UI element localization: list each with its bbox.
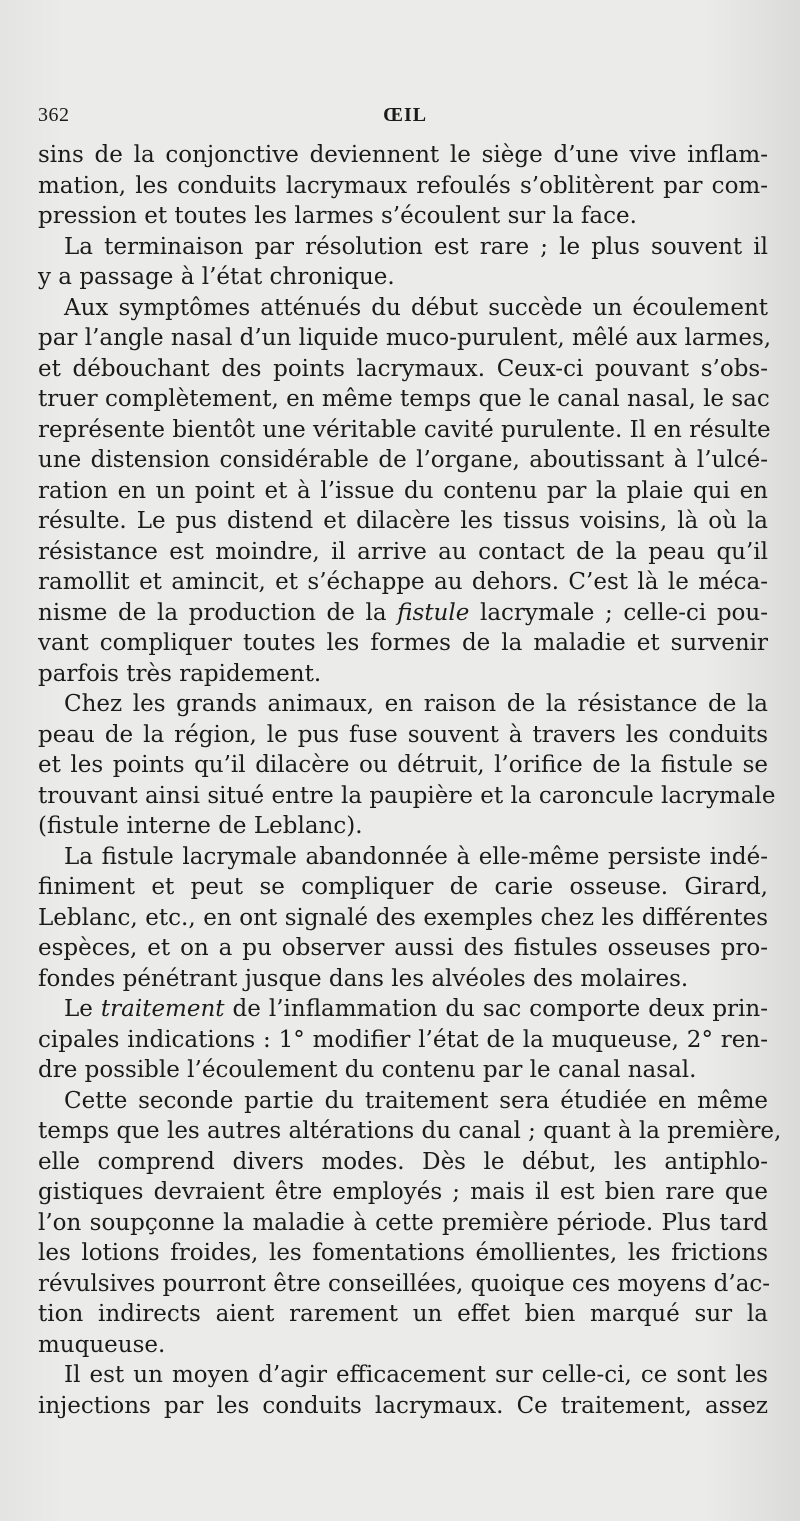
text-segment: Aux symptômes atténués du début succède un écoulement — [64, 294, 768, 321]
text-segment: y a passage à l’état chronique. — [38, 264, 395, 290]
text-line — [38, 232, 768, 263]
text-line — [38, 1330, 768, 1361]
text-line — [38, 323, 772, 354]
text-line — [38, 842, 768, 873]
text-line — [38, 476, 768, 507]
italic-term: fistule — [397, 599, 470, 626]
text-line — [38, 659, 768, 690]
page-number: 362 — [38, 104, 70, 126]
text-segment: finiment et peut se compliquer de carie osseuse. Girard, — [38, 874, 768, 900]
text-line — [38, 598, 768, 629]
text-segment: La terminaison par résolution est rare ; le plus souvent il — [64, 233, 768, 260]
text-segment: parfois très rapidement. — [38, 660, 322, 687]
text-segment: les lotions froides, les fomentations émollientes, les frictions — [38, 1240, 768, 1266]
text-line — [38, 1116, 782, 1147]
text-segment: gistiques devraient être employés ; mais il est bien rare que — [38, 1179, 768, 1205]
text-line — [38, 262, 768, 293]
text-segment: Cette seconde partie du traitement sera étudiée en même — [64, 1087, 768, 1114]
text-line — [38, 628, 768, 659]
text-segment: l’on soupçonne la maladie à cette première période. Plus tard — [38, 1209, 768, 1236]
text-line — [38, 903, 768, 934]
text-line — [38, 140, 768, 171]
text-segment: Leblanc, etc., en ont signalé des exemples chez les différentes — [38, 904, 768, 931]
text-segment: pression et toutes les larmes s’écoulent sur la face. — [38, 203, 637, 229]
text-segment: dre possible l’écoulement du contenu par le canal nasal. — [38, 1057, 697, 1083]
text-segment: révulsives pourront être conseillées, quoique ces moyens d’ac- — [38, 1270, 771, 1297]
text-segment: sins de la conjonctive deviennent le siège d’une vive inflam- — [38, 142, 768, 168]
text-line — [38, 872, 768, 903]
text-line — [38, 781, 776, 812]
text-line — [38, 1147, 768, 1178]
text-line — [38, 1055, 768, 1086]
text-segment: (fistule interne de Leblanc). — [38, 813, 363, 839]
text-line — [38, 384, 768, 415]
text-line — [38, 811, 768, 842]
text-segment: et les points qu’il dilacère ou détruit, l’orifice de la fistule se — [38, 752, 768, 778]
text-segment: La fistule lacrymale abandonnée à elle-même persiste indé- — [64, 843, 768, 870]
text-segment: résistance est moindre, il arrive au contact de la peau qu’il — [38, 538, 768, 565]
text-line — [38, 994, 768, 1025]
text-line — [38, 1360, 768, 1391]
text-segment: injections par les conduits lacrymaux. Ce traitement, assez — [38, 1392, 768, 1419]
text-line — [38, 445, 768, 476]
text-segment: truer complètement, en même temps que le canal nasal, le sac — [38, 386, 770, 412]
text-segment: nisme de la production de la — [38, 599, 398, 626]
text-segment: cipales indications : 1° modifier l’état de la muqueuse, 2° ren- — [38, 1026, 768, 1053]
text-line — [38, 964, 768, 995]
running-head: ŒIL — [383, 104, 428, 126]
text-line — [38, 1238, 768, 1269]
text-segment: ramollit et amincit, et s’échappe au dehors. C’est là le méca- — [38, 569, 768, 595]
text-segment: Le — [64, 996, 101, 1022]
text-segment: temps que les autres altérations du canal ; quant à la première, — [38, 1118, 782, 1144]
text-line — [38, 506, 768, 537]
text-line — [38, 567, 768, 598]
text-line — [38, 750, 768, 781]
text-segment: Chez les grands animaux, en raison de la résistance de la — [64, 691, 768, 717]
text-line — [38, 293, 768, 324]
text-segment: par l’angle nasal d’un liquide muco-purulent, mêlé aux larmes, — [38, 325, 772, 351]
text-segment: et débouchant des points lacrymaux. Ceux-ci pouvant s’obs- — [38, 355, 768, 382]
text-line — [38, 933, 768, 964]
text-line — [38, 689, 768, 720]
text-segment: espèces, et on a pu observer aussi des fistules osseuses pro- — [38, 935, 768, 961]
text-segment: représente bientôt une véritable cavité purulente. Il en résulte — [38, 416, 771, 443]
text-line — [38, 1086, 768, 1117]
text-line — [38, 1177, 768, 1208]
text-line — [38, 537, 768, 568]
text-line — [38, 1269, 771, 1300]
text-segment: vant compliquer toutes les formes de la maladie et survenir — [38, 630, 768, 656]
text-line — [38, 201, 768, 232]
text-line — [38, 415, 771, 446]
italic-term: traitement — [100, 996, 225, 1022]
text-segment: trouvant ainsi situé entre la paupière et la caroncule lacrymale — [38, 782, 776, 809]
text-segment: muqueuse. — [38, 1331, 166, 1358]
text-segment: mation, les conduits lacrymaux refoulés s’oblitèrent par com- — [38, 172, 768, 199]
text-line — [38, 171, 768, 202]
page-header — [38, 104, 768, 130]
text-line — [38, 1208, 768, 1239]
body-text — [38, 140, 782, 1421]
text-segment: tion indirects aient rarement un effet bien marqué sur la — [38, 1301, 768, 1327]
text-line — [38, 354, 768, 385]
text-segment: fondes pénétrant jusque dans les alvéoles des molaires. — [38, 965, 689, 992]
text-line — [38, 1391, 768, 1422]
text-segment: ration en un point et à l’issue du contenu par la plaie qui en — [38, 477, 768, 504]
text-segment: Il est un moyen d’agir efficacement sur celle-ci, ce sont les — [64, 1362, 768, 1388]
text-segment: résulte. Le pus distend et dilacère les tissus voisins, là où la — [38, 508, 768, 534]
text-line — [38, 720, 768, 751]
text-line — [38, 1299, 768, 1330]
text-line — [38, 1025, 768, 1056]
text-segment: lacrymale ; celle-ci pou- — [469, 599, 768, 626]
text-segment: elle comprend divers modes. Dès le début, les antiphlo- — [38, 1148, 768, 1175]
text-segment: peau de la région, le pus fuse souvent à travers les conduits — [38, 721, 768, 748]
text-segment: de l’inflammation du sac comporte deux prin- — [224, 996, 768, 1022]
text-segment: une distension considérable de l’organe, aboutissant à l’ulcé- — [38, 447, 768, 473]
